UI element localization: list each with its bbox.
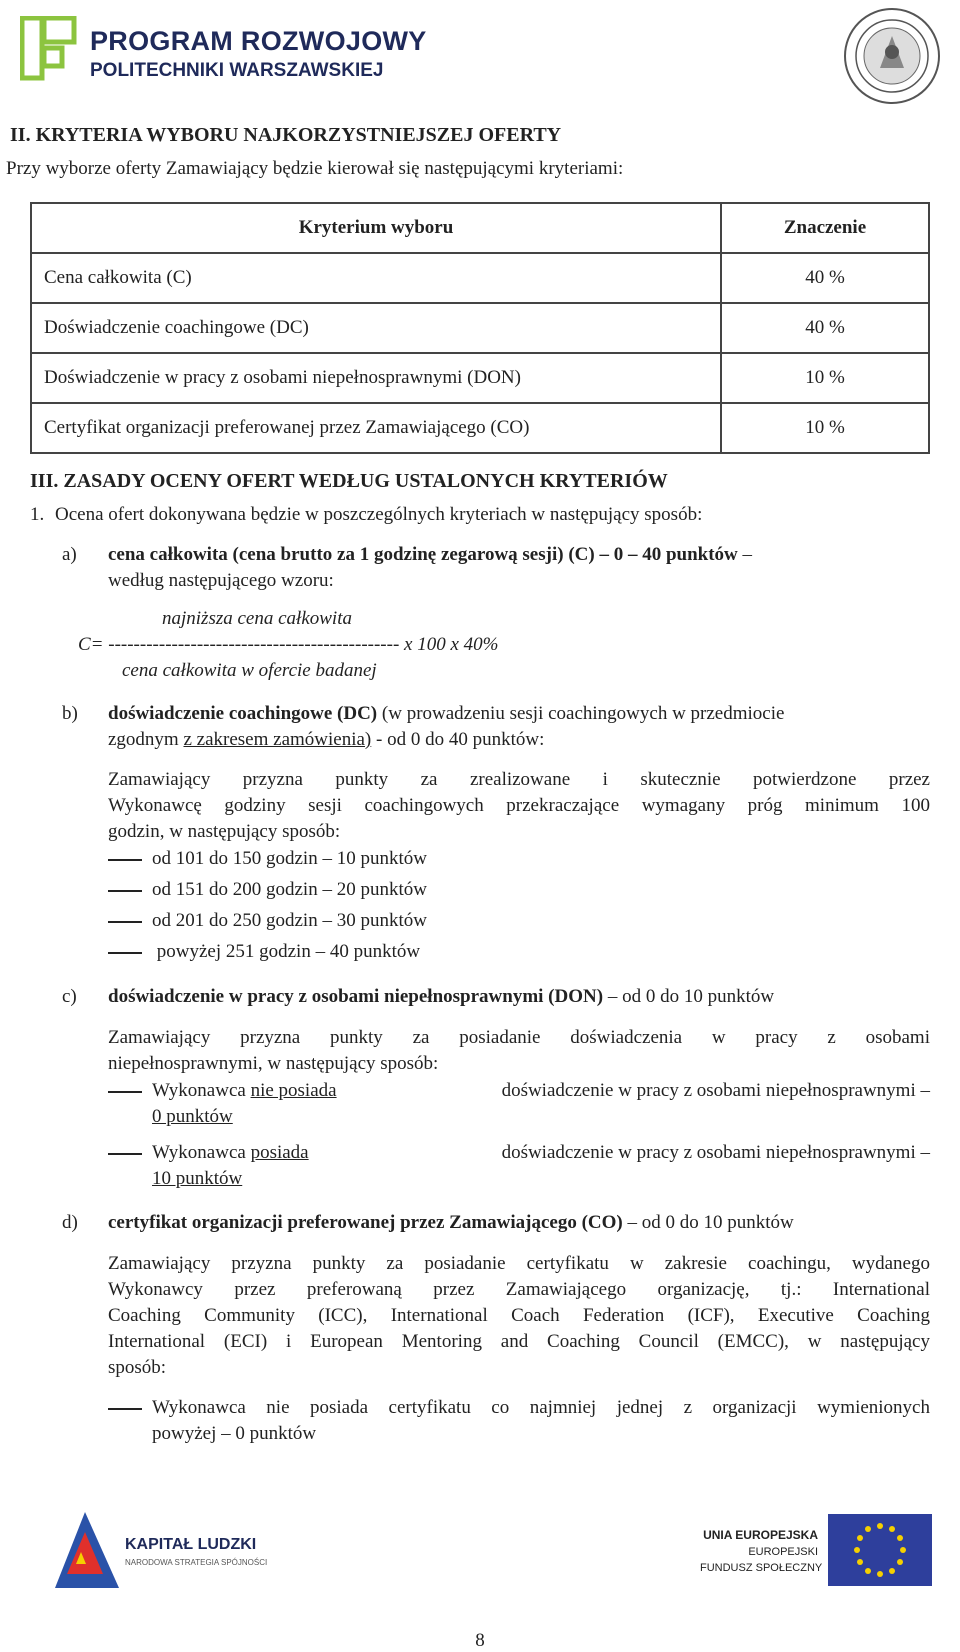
list-item: od 201 do 250 godzin – 30 punktów [152,910,427,931]
bullet-dash [108,1091,142,1093]
list-item [152,1078,930,1104]
item-d-bold: certyfikat organizacji preferowanej przez Zamawiającego (CO) [108,1212,623,1233]
table-row [31,253,929,303]
item-b-rest: (w prowadzeniu sesji coachingowych w przedmiocie [377,703,785,724]
formula-numerator: najniższa cena całkowita [162,608,352,629]
program-subtitle: POLITECHNIKI WARSZAWSKIEJ [90,60,384,81]
item-1-text: Ocena ofert dokonywana będzie w poszczególnych kryteriach w następujący sposób: [55,504,703,525]
list-item: od 151 do 200 godzin – 20 punktów [152,879,427,900]
table-row [31,303,929,353]
list-item: powyżej 251 godzin – 40 punktów [152,941,421,962]
item-c-2-underline: posiada [250,1142,309,1163]
item-c-rest: – od 0 do 10 punktów [603,986,775,1007]
table-header-weight: Znaczenie [721,203,929,253]
table-header-criterion: Kryterium wyboru [31,203,721,253]
table-cell-criterion: Doświadczenie coachingowe (DC) [31,303,721,353]
table-cell-criterion: Cena całkowita (C) [31,253,721,303]
item-c-para-l2: niepełnosprawnymi, w następujący sposób: [108,1053,439,1074]
section-2-heading: II. KRYTERIA WYBORU NAJKORZYSTNIEJSZEJ OFERTY [10,124,562,146]
kapital-ludzki-logo [55,1512,275,1596]
table-cell-weight: 10 % [721,403,929,453]
university-seal-icon [842,6,942,106]
table-row [31,403,929,453]
item-c-title [108,984,774,1010]
item-d-1-line2: powyżej – 0 punktów [152,1423,317,1444]
section-2-intro: Przy wyborze oferty Zamawiający będzie kierował się następującymi kryteriami: [6,158,624,179]
item-c-label: c) [62,986,77,1007]
item-c-1-points: 0 punktów [152,1106,233,1127]
item-c-1-text [152,1078,337,1104]
item-b-para-l3: godzin, w następujący sposób: [108,821,341,842]
list-item [152,1140,930,1166]
item-b-para-l1: Zamawiający przyzna punkty za zrealizowane i skutecznie potwierdzone przez [108,769,930,790]
item-b-title [108,701,784,727]
criteria-table [30,202,930,454]
item-d-rest: – od 0 do 10 punktów [622,1212,794,1233]
item-a-bold: cena całkowita (cena brutto za 1 godzinę zegarową sesji) (C) – 0 – 40 punktów [108,544,738,565]
bullet-dash [108,1153,142,1155]
formula-main: C= ---------------------------------------------- x 100 x 40% [78,634,499,655]
item-c-2-text [152,1140,309,1166]
item-d-para-l4: International (ECI) i European Mentoring and Coaching Council (EMCC), w następujący [108,1331,930,1352]
item-d-label: d) [62,1212,78,1233]
item-c-bold: doświadczenie w pracy z osobami niepełnosprawnymi (DON) [108,986,604,1007]
bullet-dash [108,859,142,861]
item-b-bold: doświadczenie coachingowe (DC) [108,703,378,724]
item-c-2-line2 [152,1166,242,1192]
bullet-dash [108,890,142,892]
item-c-1-post: doświadczenie w pracy z osobami niepełnosprawnymi – [501,1080,930,1101]
formula-denominator: cena całkowita w ofercie badanej [122,660,377,681]
item-b-line2-pre: zgodnym [108,729,184,750]
item-c-2-post: doświadczenie w pracy z osobami niepełnosprawnymi – [501,1142,930,1163]
table-cell-weight: 10 % [721,353,929,403]
item-c-2-pre: Wykonawca [152,1142,251,1163]
kapital-ludzki-icon [55,1512,119,1588]
bullet-dash [108,1408,142,1410]
eu-line-3: FUNDUSZ SPOŁECZNY [700,1562,823,1574]
item-c-1-underline: nie posiada [250,1080,337,1101]
table-row [31,353,929,403]
item-c-1-line2 [152,1104,233,1130]
item-c-para-l1: Zamawiający przyzna punkty za posiadanie doświadczenia w pracy z osobami [108,1027,930,1048]
item-a-label: a) [62,544,77,565]
item-a-title [108,542,752,568]
eu-line-1: UNIA EUROPEJSKA [703,1528,818,1542]
bullet-dash [108,921,142,923]
list-item: Wykonawca nie posiada certyfikatu co najmniej jednej z organizacji wymienionych [152,1397,930,1418]
table-header-row [31,203,929,253]
bullet-dash [108,952,142,954]
list-item: od 101 do 150 godzin – 10 punktów [152,848,427,869]
item-d-para-l2: Wykonawcy przez preferowaną przez Zamawiającego organizację, tj.: International [108,1279,930,1300]
item-b-label: b) [62,703,78,724]
section-3-heading: III. ZASADY OCENY OFERT WEDŁUG USTALONYCH KRYTERIÓW [30,470,668,492]
item-c-1-pre: Wykonawca [152,1080,251,1101]
item-1-number: 1. [30,504,45,525]
item-d-para-l5: sposób: [108,1357,167,1378]
table-cell-criterion: Certyfikat organizacji preferowanej przez Zamawiającego (CO) [31,403,721,453]
eu-fund-logo [700,1514,930,1598]
table-cell-weight: 40 % [721,303,929,353]
eu-line-2: EUROPEJSKI [748,1546,818,1558]
item-c-2-points: 10 punktów [152,1168,243,1189]
item-a-after: – [737,544,753,565]
table-cell-criterion: Doświadczenie w pracy z osobami niepełnosprawnymi (DON) [31,353,721,403]
table-cell-weight: 40 % [721,253,929,303]
item-b-line2-post: - od 0 do 40 punktów: [371,729,545,750]
item-d-title [108,1210,794,1236]
item-b-para-l2: Wykonawcę godziny sesji coachingowych przekraczające wymagany próg minimum 100 [108,795,930,816]
program-logo [20,14,427,86]
kl-title: KAPITAŁ LUDZKI [125,1536,257,1553]
page-number: 8 [475,1630,485,1651]
item-b-line2 [108,727,544,753]
item-d-para-l3: Coaching Community (ICC), International Coach Federation (ICF), Executive Coaching [108,1305,930,1326]
item-a-line2: według następującego wzoru: [108,570,334,591]
program-logo-icon [20,16,80,82]
program-title: PROGRAM ROZWOJOWY [90,26,427,56]
item-b-line2-underline: z zakresem zamówienia) [183,729,372,750]
kl-subtitle: NARODOWA STRATEGIA SPÓJNOŚCI [125,1558,268,1567]
item-d-para-l1: Zamawiający przyzna punkty za posiadanie certyfikatu w zakresie coachingu, wydanego [108,1253,930,1274]
eu-flag-icon [828,1514,932,1586]
